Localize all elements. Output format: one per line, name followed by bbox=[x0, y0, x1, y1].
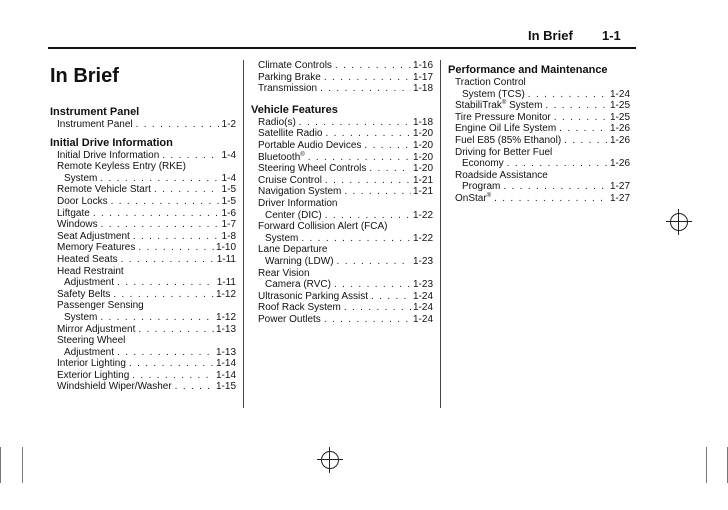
toc-entry bbox=[448, 89, 630, 101]
toc-entry bbox=[50, 277, 236, 289]
toc-page-number: 1-18 bbox=[412, 83, 433, 95]
toc-page-number: 1-20 bbox=[412, 163, 433, 175]
toc-entry bbox=[251, 128, 433, 140]
toc-entry-label bbox=[57, 381, 172, 393]
toc-entry-text: Tire Pressure Monitor bbox=[455, 111, 551, 123]
toc-entry-text: Interior Lighting bbox=[57, 358, 126, 370]
toc-entry-label: Driver Information bbox=[258, 197, 338, 209]
dot-leader bbox=[100, 173, 219, 185]
toc-entry bbox=[50, 150, 236, 162]
toc-page-number: 1-21 bbox=[412, 186, 433, 198]
dot-leader bbox=[335, 60, 411, 72]
toc-page-number: 1-7 bbox=[221, 219, 236, 231]
crop-mark bbox=[22, 447, 23, 483]
toc-entry-label bbox=[258, 302, 341, 314]
toc-entry bbox=[251, 291, 433, 303]
toc-entry-label: Lane Departure bbox=[258, 244, 328, 256]
dot-leader bbox=[528, 89, 608, 101]
dot-leader bbox=[111, 196, 220, 208]
dot-leader bbox=[554, 112, 608, 124]
registered-mark: ® bbox=[486, 192, 492, 199]
toc-entry-text: Safety Belts bbox=[57, 288, 111, 300]
toc-entry-text: StabiliTrak bbox=[455, 100, 502, 112]
toc-column-2 bbox=[251, 60, 433, 325]
toc-entry bbox=[251, 314, 433, 326]
toc-entry-label bbox=[258, 128, 322, 140]
toc-entry-text: Windows bbox=[57, 219, 98, 231]
toc-entry-label bbox=[258, 175, 322, 187]
toc-page-number: 1-4 bbox=[221, 172, 236, 184]
dot-leader bbox=[117, 347, 214, 359]
toc-entry-label-cont: Camera (RVC) bbox=[265, 279, 331, 291]
toc-entry-text: Steering Wheel Controls bbox=[258, 163, 367, 175]
toc-entry-label bbox=[57, 358, 126, 370]
toc-entry bbox=[50, 219, 236, 231]
crop-mark bbox=[0, 447, 1, 483]
toc-page-number: 1-26 bbox=[609, 134, 630, 146]
registered-mark: ® bbox=[300, 151, 305, 158]
dot-leader bbox=[325, 210, 411, 222]
toc-entry bbox=[448, 123, 630, 135]
toc-entry-label bbox=[258, 83, 317, 95]
toc-entry-label-cont: Program bbox=[462, 181, 501, 193]
toc-entry-text: Satellite Radio bbox=[258, 128, 323, 140]
toc-page-number: 1-20 bbox=[412, 151, 433, 163]
toc-entry bbox=[251, 140, 433, 152]
toc-entry-label-cont: System bbox=[265, 232, 299, 244]
dot-leader bbox=[308, 152, 411, 164]
toc-entry-label bbox=[258, 60, 332, 72]
dot-leader bbox=[334, 279, 411, 291]
dot-leader bbox=[162, 150, 219, 162]
toc-entry bbox=[50, 347, 236, 359]
toc-page-number: 1-5 bbox=[221, 195, 236, 207]
toc-entry bbox=[448, 181, 630, 193]
dot-leader bbox=[117, 277, 215, 289]
toc-entry-text: Heated Seats bbox=[57, 253, 118, 265]
toc-entry-label: Passenger Sensing bbox=[57, 300, 144, 312]
toc-entry-label bbox=[57, 184, 151, 196]
dot-leader bbox=[175, 381, 214, 393]
dot-leader bbox=[364, 140, 411, 152]
toc-entry bbox=[251, 186, 433, 198]
toc-entry-text: Cruise Control bbox=[258, 174, 322, 186]
header-rule bbox=[48, 47, 636, 49]
dot-leader bbox=[324, 314, 411, 326]
registration-mark-right bbox=[670, 213, 688, 231]
toc-page-number: 1-10 bbox=[215, 242, 236, 254]
header-title: In Brief bbox=[528, 28, 573, 43]
dot-leader bbox=[337, 256, 411, 268]
toc-page-number: 1-22 bbox=[412, 209, 433, 221]
toc-entry bbox=[251, 256, 433, 268]
toc-page-number: 1-23 bbox=[412, 279, 433, 291]
toc-page-number: 1-18 bbox=[412, 116, 433, 128]
header-page-number: 1-1 bbox=[602, 28, 621, 43]
toc-page-number: 1-24 bbox=[609, 88, 630, 100]
dot-leader bbox=[325, 175, 411, 187]
toc-entry-label-cont: Adjustment bbox=[64, 346, 115, 358]
dot-leader bbox=[154, 184, 220, 196]
page-title: In Brief bbox=[50, 65, 119, 87]
toc-entry-text: Radio(s) bbox=[258, 116, 296, 128]
dot-leader bbox=[101, 219, 220, 231]
toc-entry-label: Driving for Better Fuel bbox=[455, 146, 553, 158]
toc-entry-text: Memory Features bbox=[57, 242, 136, 254]
dot-leader bbox=[503, 181, 608, 193]
toc-entry bbox=[251, 60, 433, 72]
dot-leader bbox=[325, 128, 411, 140]
toc-entry-text: Windshield Wiper/Washer bbox=[57, 381, 172, 393]
toc-entry bbox=[50, 196, 236, 208]
dot-leader bbox=[138, 324, 214, 336]
toc-page-number: 1-25 bbox=[609, 111, 630, 123]
toc-entry-label bbox=[57, 208, 90, 220]
toc-page-number: 1-11 bbox=[216, 277, 236, 289]
dot-leader bbox=[113, 289, 214, 301]
toc-entry-text-suffix: System bbox=[506, 100, 543, 112]
toc-page-number: 1-24 bbox=[412, 313, 433, 325]
toc-entry-label: Head Restraint bbox=[57, 265, 124, 277]
toc-page-number: 1-16 bbox=[412, 60, 433, 71]
toc-entry bbox=[251, 233, 433, 245]
toc-entry-label-cont: Economy bbox=[462, 158, 504, 170]
toc-page-number: 1-5 bbox=[221, 184, 236, 196]
toc-entry-label: Roadside Assistance bbox=[455, 169, 548, 181]
toc-entry-text: Roof Rack System bbox=[258, 302, 341, 314]
toc-entry-label: Rear Vision bbox=[258, 267, 310, 279]
toc-page-number: 1-13 bbox=[215, 323, 236, 335]
toc-entry-text: Parking Brake bbox=[258, 71, 321, 83]
toc-entry bbox=[251, 210, 433, 222]
toc-page-number: 1-12 bbox=[215, 311, 236, 323]
dot-leader bbox=[121, 254, 215, 266]
dot-leader bbox=[507, 158, 608, 170]
toc-page-number: 1-25 bbox=[609, 100, 630, 112]
toc-entry-label bbox=[258, 140, 361, 152]
toc-entry-text: Ultrasonic Parking Assist bbox=[258, 290, 369, 302]
toc-entry-label bbox=[455, 100, 542, 112]
dot-leader bbox=[564, 135, 608, 147]
toc-entry-text: Instrument Panel bbox=[57, 119, 133, 130]
toc-entry-label bbox=[455, 112, 551, 124]
toc-page-number: 1-20 bbox=[412, 139, 433, 151]
toc-entry-label-cont: System (TCS) bbox=[462, 88, 525, 100]
toc-entry bbox=[448, 135, 630, 147]
toc-entry-label bbox=[258, 152, 305, 164]
toc-entry-text: Exterior Lighting bbox=[57, 369, 130, 381]
toc-entry-label bbox=[455, 123, 556, 135]
registered-mark: ® bbox=[501, 100, 507, 107]
dot-leader bbox=[320, 83, 411, 95]
toc-entry-label-cont: Warning (LDW) bbox=[265, 255, 334, 267]
toc-entry bbox=[251, 117, 433, 129]
toc-entry bbox=[50, 184, 236, 196]
dot-leader bbox=[93, 208, 220, 220]
toc-page-number: 1-14 bbox=[215, 358, 236, 370]
toc-page-number: 1-26 bbox=[609, 123, 630, 135]
toc-entry-text: Mirror Adjustment bbox=[57, 323, 136, 335]
toc-entry-label bbox=[258, 163, 366, 175]
dot-leader bbox=[133, 231, 220, 243]
toc-entry-text: Door Locks bbox=[57, 195, 108, 207]
dot-leader bbox=[369, 163, 411, 175]
toc-entry-label bbox=[455, 135, 561, 147]
toc-entry bbox=[50, 289, 236, 301]
toc-entry-label bbox=[57, 324, 135, 336]
toc-entry-label bbox=[455, 193, 491, 205]
toc-entry-text: Portable Audio Devices bbox=[258, 139, 362, 151]
toc-entry-text: Bluetooth bbox=[258, 151, 301, 163]
toc-page-number: 1-27 bbox=[609, 192, 630, 204]
toc-entry-text: Transmission bbox=[258, 83, 318, 95]
dot-leader bbox=[301, 233, 411, 245]
toc-page-number: 1-24 bbox=[412, 302, 433, 314]
toc-page-number: 1-17 bbox=[412, 71, 433, 83]
toc-entry bbox=[50, 119, 236, 131]
dot-leader bbox=[371, 291, 411, 303]
toc-entry bbox=[251, 302, 433, 314]
toc-entry bbox=[448, 100, 630, 112]
toc-entry-label bbox=[57, 219, 98, 231]
toc-entry-label bbox=[258, 186, 341, 198]
toc-entry bbox=[448, 193, 630, 205]
toc-entry bbox=[50, 381, 236, 393]
toc-entry-label bbox=[57, 254, 118, 266]
toc-entry-label: Forward Collision Alert (FCA) bbox=[258, 221, 388, 233]
toc-entry bbox=[50, 231, 236, 243]
dot-leader bbox=[138, 242, 214, 254]
toc-entry-label-cont: System bbox=[64, 172, 98, 184]
toc-page-number: 1-24 bbox=[412, 290, 433, 302]
toc-entry-label-cont: Adjustment bbox=[64, 277, 115, 289]
toc-page-number: 1-27 bbox=[609, 181, 630, 193]
toc-entry bbox=[50, 358, 236, 370]
dot-leader bbox=[494, 193, 608, 205]
toc-entry-text: Navigation System bbox=[258, 186, 342, 198]
toc-entry-text: Climate Controls bbox=[258, 60, 332, 71]
registration-mark-bottom bbox=[321, 451, 339, 469]
dot-leader bbox=[129, 358, 214, 370]
toc-entry-label bbox=[57, 196, 108, 208]
toc-entry bbox=[50, 254, 236, 266]
toc-entry-label bbox=[258, 72, 321, 84]
toc-entry bbox=[50, 370, 236, 382]
crop-mark bbox=[706, 447, 707, 483]
toc-entry-label-cont: Center (DIC) bbox=[265, 209, 322, 221]
toc-column-3 bbox=[448, 60, 630, 205]
toc-page-number: 1-23 bbox=[412, 255, 433, 267]
toc-page-number: 1-8 bbox=[221, 230, 236, 242]
section-heading: Instrument Panel bbox=[50, 106, 140, 118]
toc-page-number: 1-21 bbox=[412, 174, 433, 186]
toc-entry bbox=[251, 279, 433, 291]
dot-leader bbox=[100, 312, 214, 324]
toc-entry-label: Remote Keyless Entry (RKE) bbox=[57, 161, 186, 173]
toc-page-number: 1-11 bbox=[216, 253, 236, 265]
toc-page-number: 1-14 bbox=[215, 369, 236, 381]
toc-entry-text: Liftgate bbox=[57, 207, 90, 219]
toc-entry bbox=[448, 112, 630, 124]
toc-entry bbox=[50, 173, 236, 185]
toc-entry bbox=[50, 242, 236, 254]
toc-entry-text: Engine Oil Life System bbox=[455, 123, 557, 135]
dot-leader bbox=[344, 186, 411, 198]
toc-entry-label bbox=[57, 231, 130, 243]
toc-page-number: 1-26 bbox=[609, 158, 630, 170]
toc-page-number: 1-4 bbox=[221, 149, 236, 161]
toc-entry-label: Traction Control bbox=[455, 77, 526, 88]
toc-entry-text: Power Outlets bbox=[258, 313, 321, 325]
dot-leader bbox=[299, 117, 411, 129]
toc-entry-label bbox=[258, 314, 321, 326]
toc-entry-label bbox=[57, 370, 129, 382]
toc-entry-text: Seat Adjustment bbox=[57, 230, 130, 242]
toc-entry bbox=[50, 324, 236, 336]
dot-leader bbox=[545, 100, 608, 112]
toc-entry-text: OnStar bbox=[455, 192, 487, 204]
toc-page-number: 1-13 bbox=[215, 346, 236, 358]
toc-entry bbox=[251, 175, 433, 187]
dot-leader bbox=[132, 370, 214, 382]
section-heading: Performance and Maintenance bbox=[448, 64, 608, 76]
toc-page-number: 1-20 bbox=[412, 128, 433, 140]
toc-entry bbox=[251, 83, 433, 95]
dot-leader bbox=[324, 72, 411, 84]
toc-entry-label bbox=[57, 150, 159, 162]
toc-column-1 bbox=[50, 60, 236, 393]
dot-leader bbox=[136, 119, 220, 131]
toc-page-number: 1-2 bbox=[221, 119, 236, 130]
toc-page-number: 1-15 bbox=[215, 381, 236, 393]
toc-page-number: 1-6 bbox=[221, 207, 236, 219]
section-heading: Initial Drive Information bbox=[50, 136, 173, 149]
section-heading: Vehicle Features bbox=[251, 103, 338, 116]
dot-leader bbox=[559, 123, 608, 135]
toc-entry-label bbox=[258, 117, 296, 129]
toc-entry-text: Remote Vehicle Start bbox=[57, 184, 151, 196]
toc-entry bbox=[448, 158, 630, 170]
toc-entry-label bbox=[258, 291, 368, 303]
toc-entry bbox=[50, 208, 236, 220]
toc-entry bbox=[251, 152, 433, 164]
toc-entry-label-cont: System bbox=[64, 311, 98, 323]
toc-entry-text: Initial Drive Information bbox=[57, 149, 160, 161]
toc-entry bbox=[251, 163, 433, 175]
toc-entry-label: Steering Wheel bbox=[57, 335, 126, 347]
toc-page-number: 1-12 bbox=[215, 288, 236, 300]
toc-entry-label bbox=[57, 119, 133, 131]
toc-page-number: 1-22 bbox=[412, 232, 433, 244]
dot-leader bbox=[344, 302, 411, 314]
toc-entry-label bbox=[57, 289, 110, 301]
toc-entry-label bbox=[57, 242, 135, 254]
toc-entry bbox=[50, 312, 236, 324]
toc-entry bbox=[251, 72, 433, 84]
toc-entry-text: Fuel E85 (85% Ethanol) bbox=[455, 134, 562, 146]
